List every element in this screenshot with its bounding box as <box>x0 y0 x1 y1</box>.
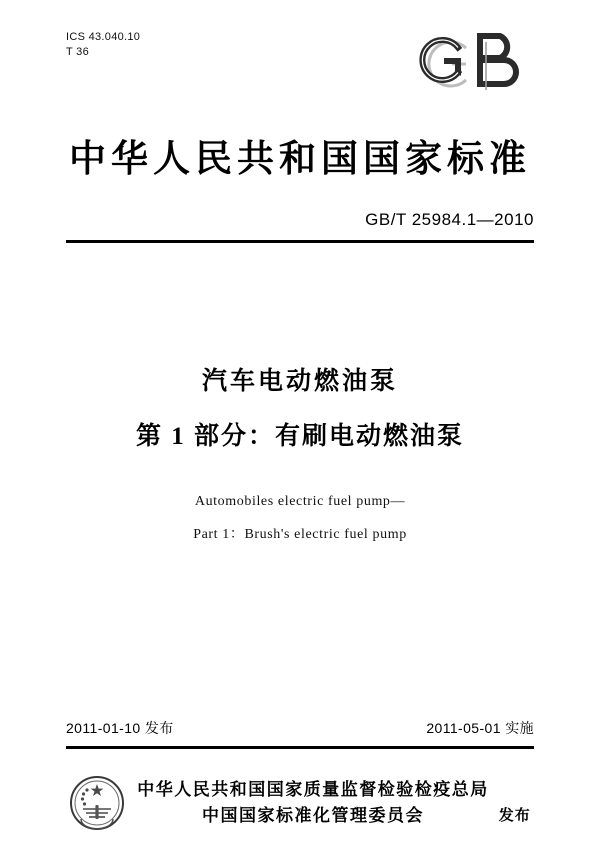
national-emblem-icon <box>69 775 125 831</box>
issuer-block <box>0 775 600 831</box>
issuer-text-wrap <box>137 777 531 829</box>
gb-logo-icon <box>414 22 534 98</box>
dates-row <box>66 718 534 738</box>
issuer-names <box>137 777 489 829</box>
standard-number: GB/T 25984.1—2010 <box>365 210 534 229</box>
issuer-line-1: 中华人民共和国国家质量监督检验检疫总局 <box>137 780 489 799</box>
classification-code: T 36 <box>66 46 90 58</box>
issuer-line-2: 中国国家标准化管理委员会 <box>201 806 424 825</box>
issue-word: 发布 <box>498 808 531 824</box>
document-title-block <box>44 361 556 543</box>
ics-code: ICS 43.040.10 <box>66 31 141 43</box>
title-english-line-2: Part 1：Brush's electric fuel pump <box>193 527 407 542</box>
publish-date: 2011-01-10 发布 <box>66 720 174 736</box>
ics-classification-block <box>66 30 140 60</box>
bottom-divider-rule <box>66 746 534 749</box>
cover-header <box>44 0 556 110</box>
top-divider-rule <box>66 240 534 243</box>
national-standard-title: 中华人民共和国国家标准 <box>69 139 531 180</box>
title-chinese-line-1: 汽车电动燃油泵 <box>201 368 398 395</box>
title-english-line-1: Automobiles electric fuel pump— <box>194 494 406 509</box>
implement-date: 2011-05-01 实施 <box>426 720 534 736</box>
title-chinese-line-2: 第 1 部分：有刷电动燃油泵 <box>135 423 464 450</box>
